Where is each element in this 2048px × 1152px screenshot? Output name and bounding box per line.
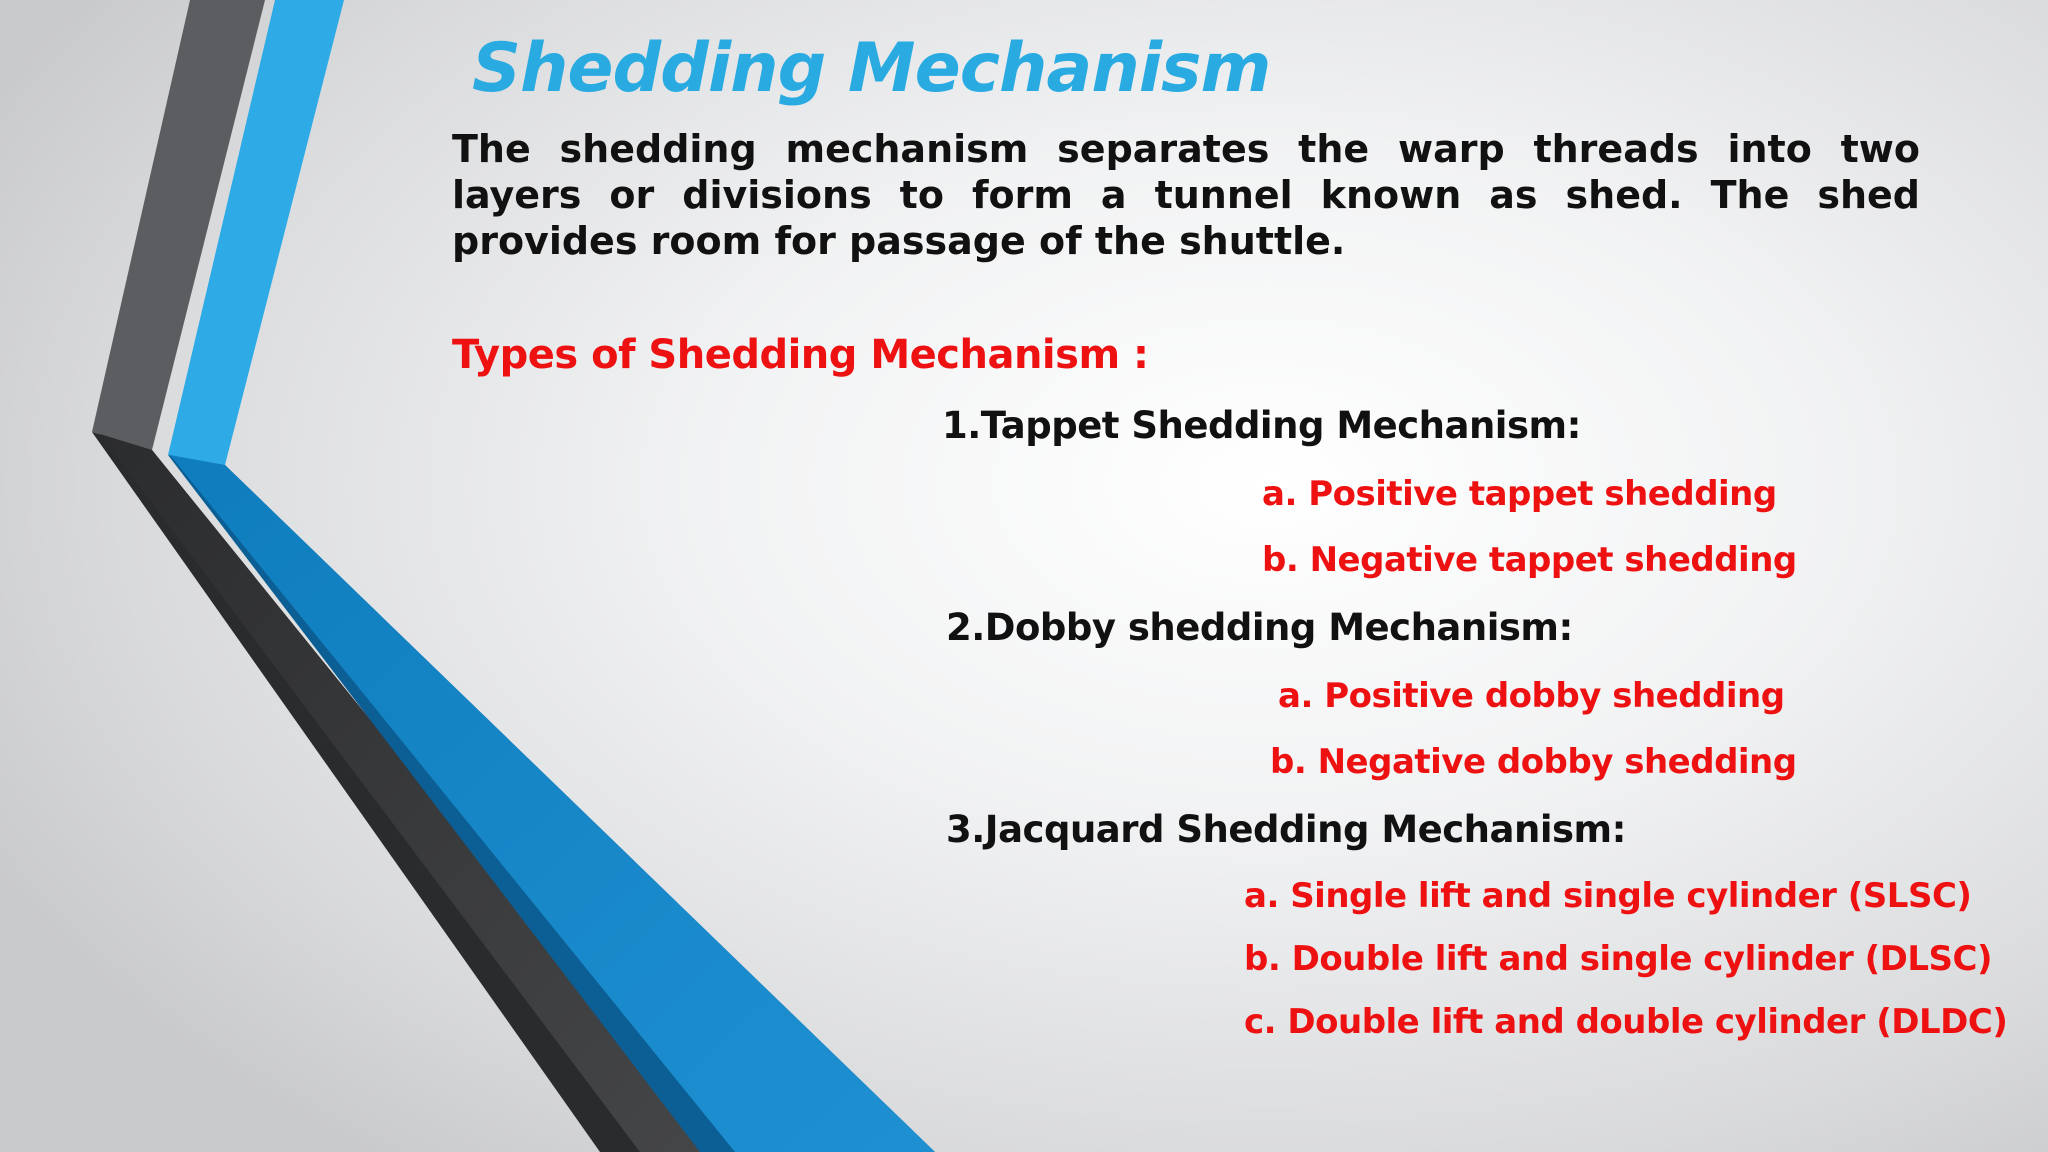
list-item: a. Single lift and single cylinder (SLSC): [1244, 876, 1972, 916]
category-jacquard: 3.Jacquard Shedding Mechanism:: [946, 808, 1626, 851]
list-item: c. Double lift and double cylinder (DLDC): [1244, 1002, 2008, 1042]
list-item: a. Positive dobby shedding: [1278, 676, 1785, 716]
list-item: b. Double lift and single cylinder (DLSC): [1244, 939, 1993, 979]
intro-paragraph: The shedding mechanism separates the warp threads into two layers or divisions to form a tunnel known as shed. The shed provides room for passage of the shuttle.: [452, 127, 1920, 263]
list-item: b. Negative tappet shedding: [1262, 540, 1797, 580]
list-item: b. Negative dobby shedding: [1270, 742, 1797, 782]
category-tappet: 1.Tappet Shedding Mechanism:: [942, 404, 1581, 447]
list-item: a. Positive tappet shedding: [1262, 474, 1777, 514]
types-heading: Types of Shedding Mechanism :: [452, 332, 1149, 378]
slide-title: Shedding Mechanism: [472, 29, 1271, 108]
category-dobby: 2.Dobby shedding Mechanism:: [946, 606, 1573, 649]
